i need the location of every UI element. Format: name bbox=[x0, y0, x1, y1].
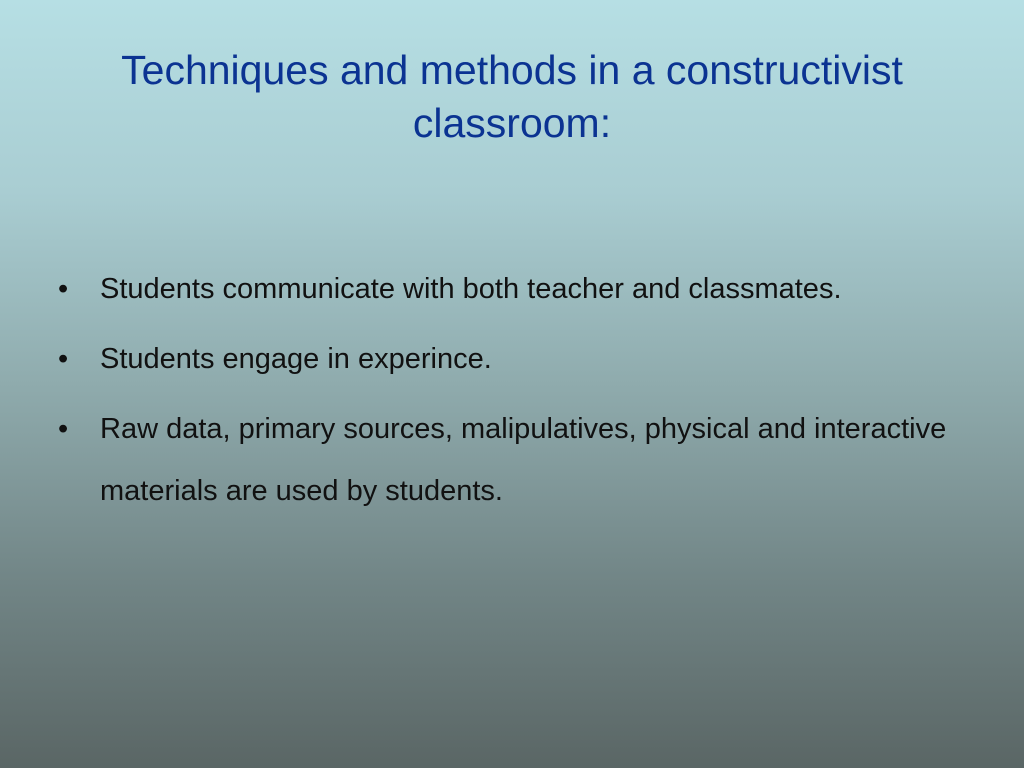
bullet-item bbox=[58, 328, 958, 390]
bullet-text: Students engage in experince. bbox=[100, 343, 492, 375]
bullet-dot-icon: • bbox=[58, 413, 69, 445]
slide-title: Techniques and methods in a constructivist classroom: bbox=[121, 47, 903, 146]
bullet-text: Raw data, primary sources, malipulatives, physical and interactive materials are used by students. bbox=[100, 413, 947, 507]
bullet-item bbox=[58, 258, 958, 320]
bullet-dot-icon: • bbox=[58, 343, 69, 375]
bullet-text: Students communicate with both teacher and classmates. bbox=[100, 273, 842, 305]
bullet-list bbox=[58, 258, 958, 530]
bullet-dot-icon: • bbox=[58, 273, 69, 305]
bullet-item bbox=[58, 398, 958, 522]
